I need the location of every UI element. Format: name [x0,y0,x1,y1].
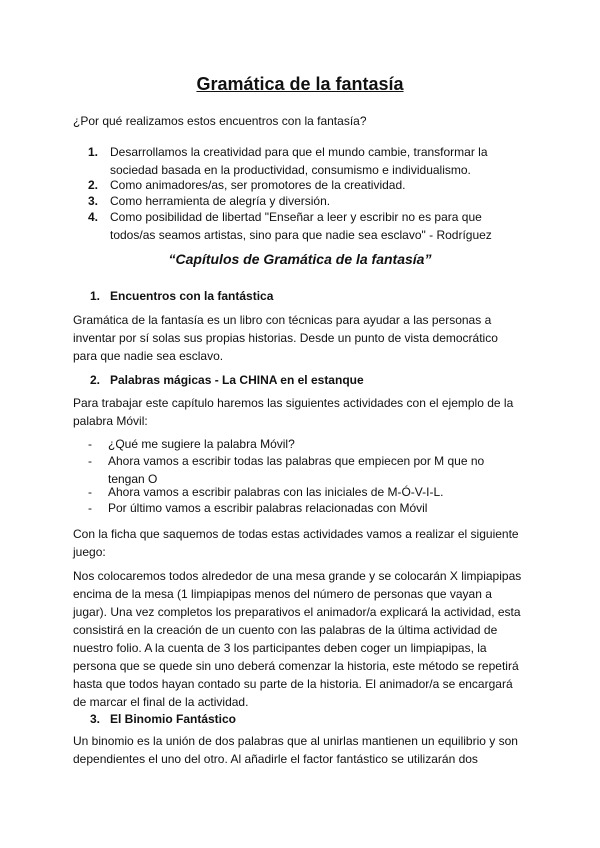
paragraph-line: consistirá en la creación de un cuento con las palabras de la última actividad de [73,623,498,637]
section-number: 1. [90,289,101,303]
section-intro [73,394,533,430]
section-number: 3. [90,712,101,726]
paragraph-line: palabra Móvil: [73,414,148,428]
paragraph-line: juego: [73,545,106,559]
paragraph-line: inventar por sí solas sus propias historias. Desde un punto de vista democrático [73,331,498,345]
paragraph-line: persona que se quede sin uno deberá comenzar la historia, este método se repetirá [73,659,519,673]
reason-line: todos/as seamos artistas, sino para que nadie sea esclavo" - Rodríguez [110,228,492,242]
reason-line: sociedad basada en la productividad, consumismo e individualismo. [110,163,471,177]
reason-line: Como posibilidad de libertad "Enseñar a leer y escribir no es para que [110,210,482,224]
paragraph-line: de marcar el final de la actividad. [73,695,249,709]
paragraph-line: Un binomio es la unión de dos palabras que al unirlas mantienen un equilibrio y son [73,734,518,748]
bullet-dash: - [88,485,92,499]
reason-number: 4. [88,210,99,224]
section-paragraph [73,311,533,365]
reason-line: Como herramienta de alegría y diversión. [110,194,331,208]
section-heading [90,371,364,389]
paragraph-line: jugar). Una vez completos los preparativos el animador/a explicará la actividad, esta [73,605,521,619]
reason-line: Desarrollamos la creatividad para que el mundo cambie, transformar la [110,145,488,159]
bullet-line: ¿Qué me sugiere la palabra Móvil? [108,437,295,451]
reason-line: Como animadores/as, ser promotores de la creatividad. [110,178,406,192]
page-title: Gramática de la fantasía [196,74,404,94]
paragraph-line: Nos colocaremos todos alrededor de una mesa grande y se colocarán X limpiapipas [73,569,522,583]
bullet-dash: - [88,454,92,468]
bullet-line: tengan O [108,472,158,486]
section-title: Encuentros con la fantástica [110,289,274,303]
after-bullets-paragraph [73,525,533,561]
game-paragraph [73,567,533,711]
paragraph-line: hasta que todos hayan contado su parte de la historia. El animador/a se encargará [73,677,513,691]
paragraph-line: para que nadie sea esclavo. [73,349,224,363]
paragraph-line: Con la ficha que saquemos de todas estas actividades vamos a realizar el siguiente [73,527,519,541]
bullet-line: Por último vamos a escribir palabras relacionadas con Móvil [108,501,428,515]
chapters-title: “Capítulos de Gramática de la fantasía” [168,251,432,267]
paragraph-line: Para trabajar este capítulo haremos las siguientes actividades con el ejemplo de la [73,396,514,410]
bullet-dash: - [88,501,92,515]
bullet-line: Ahora vamos a escribir todas las palabras que empiecen por M que no [108,454,485,468]
paragraph-line: nuestro folio. A la cuenta de 3 los participantes deben coger un limpiapipas, la [73,641,487,655]
reason-number: 3. [88,194,99,208]
intro-question: ¿Por qué realizamos estos encuentros con la fantasía? [73,114,367,128]
section-paragraph [73,732,533,768]
bullet-line: Ahora vamos a escribir palabras con las iniciales de M-Ó-V-I-L. [108,485,444,499]
section-number: 2. [90,373,101,387]
paragraph-line: Gramática de la fantasía es un libro con técnicas para ayudar a las personas a [73,313,492,327]
section-heading [90,710,236,728]
section-title: El Binomio Fantástico [110,712,237,726]
reason-number: 1. [88,145,99,159]
paragraph-line: dependientes el uno del otro. Al añadirle el factor fantástico se utilizarán dos [73,752,478,766]
paragraph-line: encima de la mesa (1 limpiapipas menos del número de personas que vayan a [73,587,492,601]
section-heading [90,287,273,305]
bullet-dash: - [88,437,92,451]
reason-number: 2. [88,178,99,192]
section-title: Palabras mágicas - La CHINA en el estanque [110,373,364,387]
